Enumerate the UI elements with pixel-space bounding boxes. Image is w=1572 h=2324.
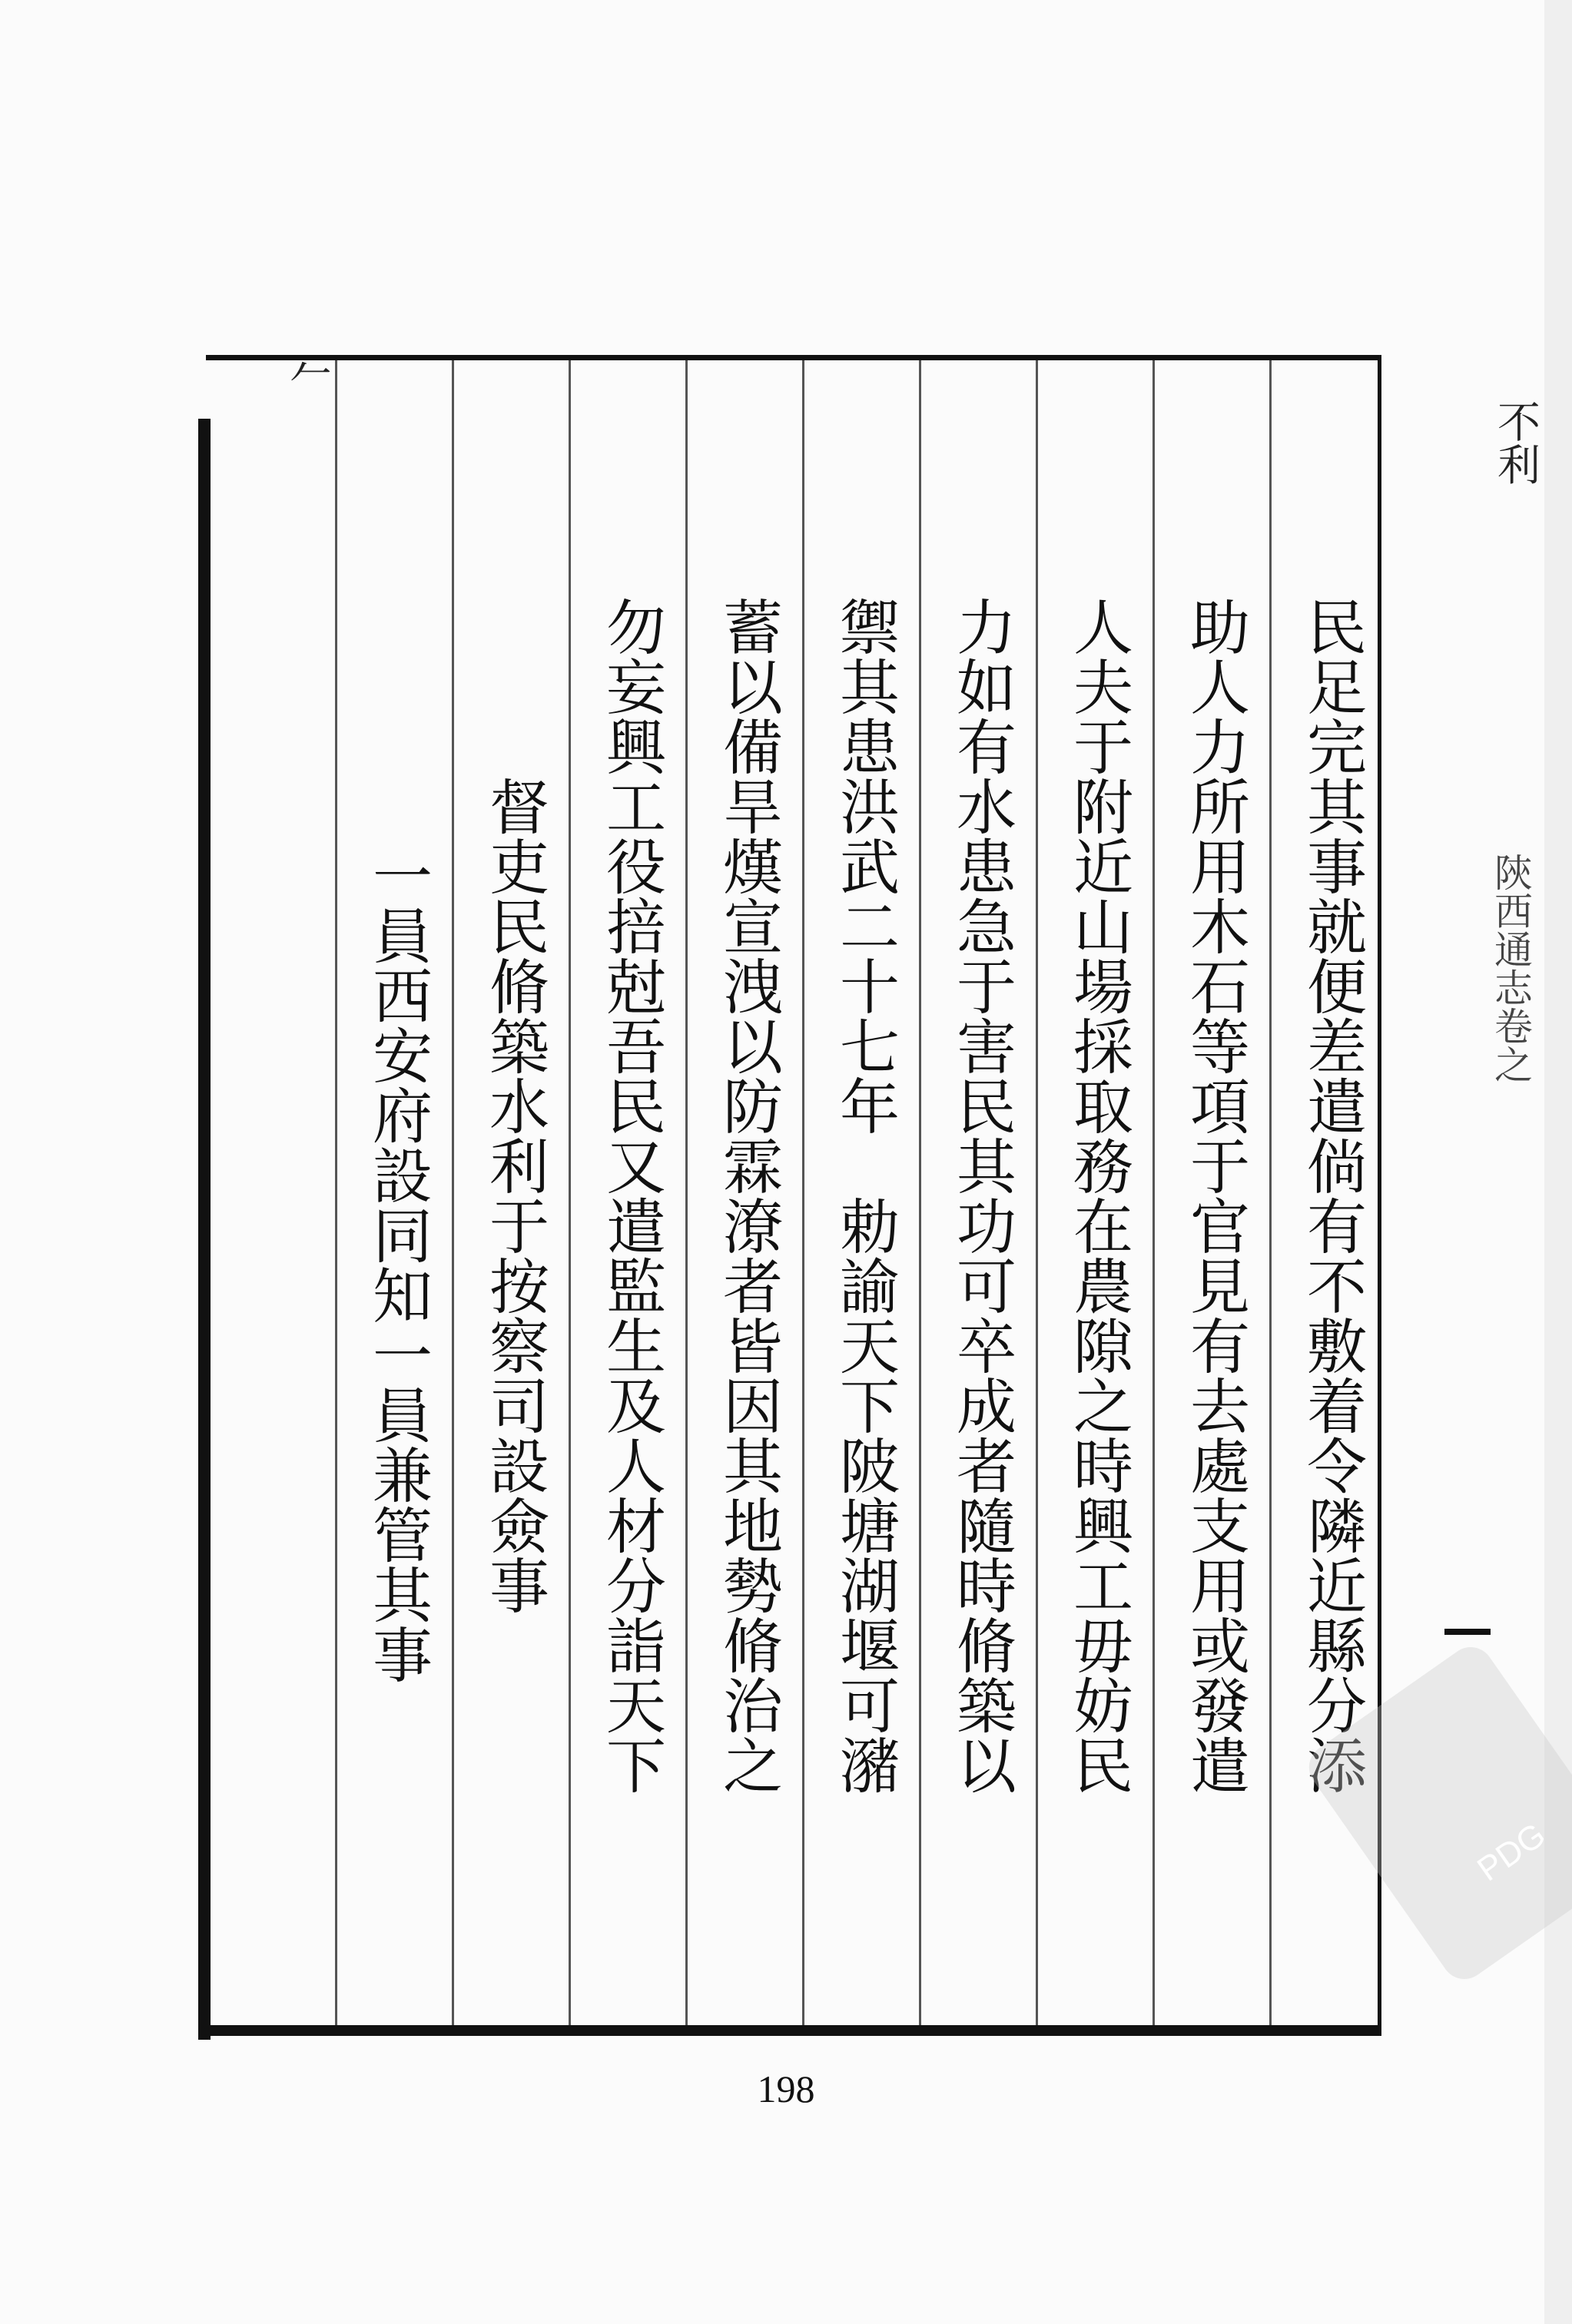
text-column-9	[340, 377, 455, 2083]
column-text: 人夫于附近山場採取務在農隙之時興工毋妨民	[1063, 596, 1133, 1795]
text-column-3	[1040, 377, 1156, 2014]
column-text: 民足完其事就便差遣倘有不敷着令隣近縣分添	[1297, 596, 1366, 1795]
text-column-8	[456, 377, 572, 2014]
margin-note-right-mid: 陝西通志卷之	[1488, 853, 1533, 1083]
column-text: 蓄以備旱熯宣洩以防霖潦者皆因其地勢脩治之	[713, 596, 782, 1795]
column-text: 力如有水患急于害民其功可卒成者隨時脩築以	[947, 596, 1016, 1795]
margin-note-right-top: 不利	[1491, 399, 1540, 486]
page-edge	[1544, 0, 1572, 2324]
margin-tick	[1444, 1629, 1491, 1635]
text-column-2	[1157, 377, 1272, 2014]
text-column-6	[690, 377, 805, 2014]
text-column-7	[573, 377, 688, 2014]
text-column-5	[807, 377, 922, 2014]
column-text: 勿妄興工役掊尅吾民又遣監生及人材分詣天下	[596, 596, 665, 1795]
column-rule	[335, 360, 337, 2025]
column-text: 禦其患洪武二十七年 勅諭天下陂塘湖堰可瀦	[830, 596, 899, 1795]
column-text: 助人力所用木石等項于官見有去處支用或發遣	[1180, 596, 1249, 1795]
column-text: 一員西安府設同知一員兼管其事	[363, 845, 432, 1684]
text-column-4	[924, 377, 1039, 2014]
text-block-frame	[206, 355, 1381, 2036]
column-text: 督吏民脩築水利于按察司設僉事	[479, 776, 549, 1615]
page-number: 198	[757, 2067, 815, 2110]
margin-mark-top-left: 𠂉	[283, 352, 333, 395]
watermark-text: PDG	[1471, 1815, 1553, 1889]
